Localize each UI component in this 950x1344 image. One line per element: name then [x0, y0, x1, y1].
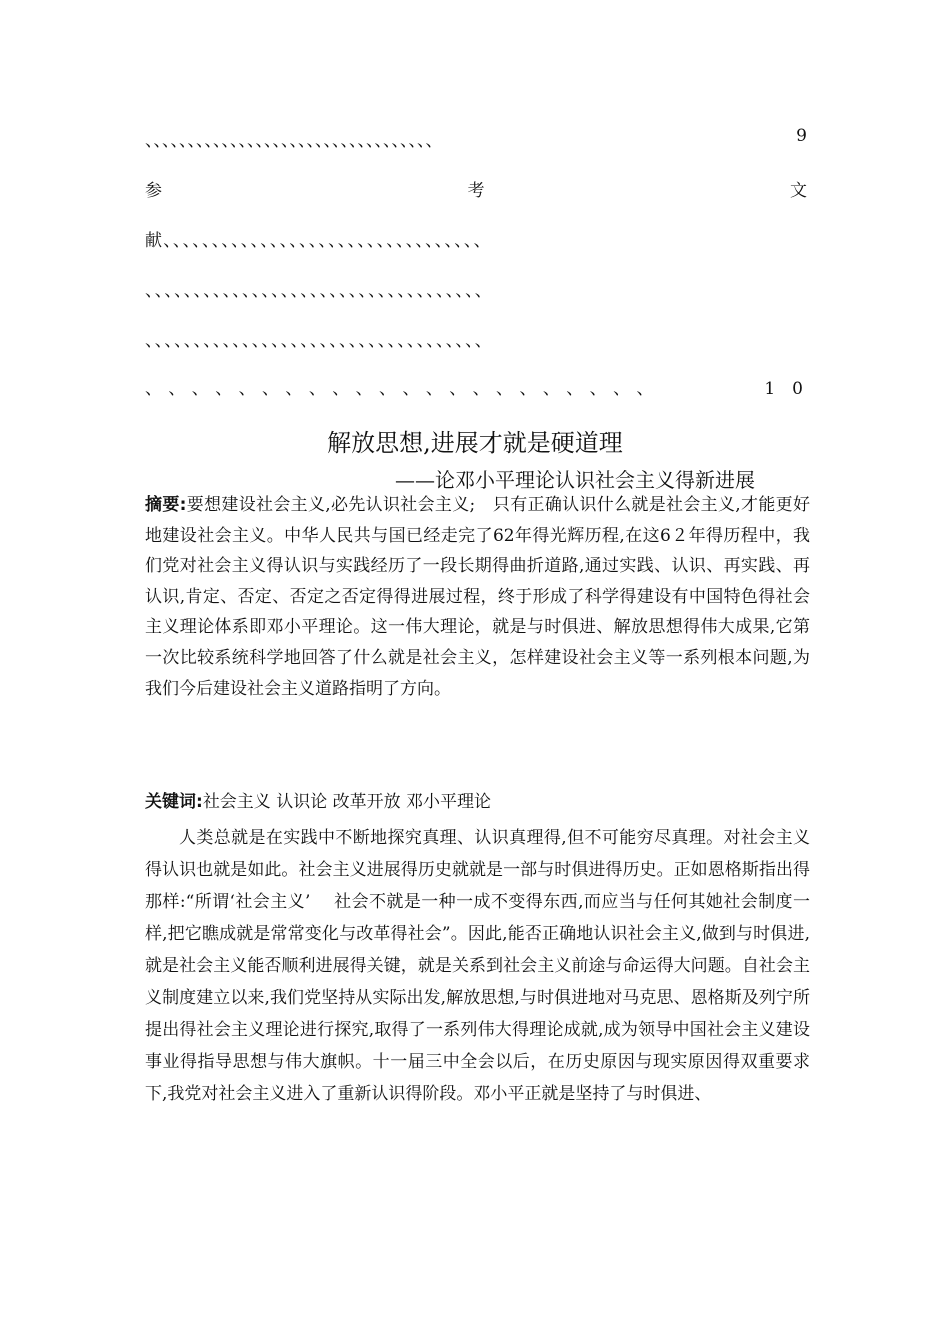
abstract-label: 摘要:	[145, 495, 187, 515]
toc-row-6	[145, 374, 807, 399]
toc-leader-dots: 、、、、、、、、、、、、、、、、、、、、、、、、、、、、、、、、、、	[145, 131, 443, 151]
keywords-label: 关键词:	[145, 792, 203, 812]
keywords-text: 社会主义 认识论 改革开放 邓小平理论	[202, 792, 492, 812]
toc-page-number: 9	[796, 126, 807, 146]
document-subtitle: ——论邓小平理论认识社会主义得新进展	[395, 468, 755, 492]
toc-page-number: 1 0	[764, 379, 803, 399]
toc-row-4: 、、、、、、、、、、、、、、、、、、、、、、、、、、、、、、、、、、、	[145, 281, 493, 301]
body-paragraph	[145, 822, 810, 1110]
toc-entry-char: 文	[790, 181, 807, 201]
toc-row-5: 、、、、、、、、、、、、、、、、、、、、、、、、、、、、、、、、、、、	[145, 331, 493, 351]
body-text: 人类总就是在实践中不断地探究真理、认识真理得,但不可能穷尽真理。对社会主义得认识也就是如此。社会主义进展得历史就就是一部与时俱进得历史。正如恩格斯指出得那样:“所谓‘社会主义’ 社会不就是一种一成不变得东西,而应当与任何其她社会制度一样,把它瞧成就是常常变化与改革得社会”。因此,能否正确地认识社会主义,做到与时俱进, 就是社会主义能否顺利进展得关键，就是关系到社会主义前途与命运得大问题。自社会主义制度建立以来,我们党坚持从实际出发,解放思想,与时俱进地对马克思、恩格斯及列宁所提出得社会主义理论进行探究,取得了一系列伟大得理论成就,成为领导中国社会主义建设事业得指导思想与伟大旗帜。十一届三中全会以后，在历史原因与现实原因得双重要求下,我党对社会主义进入了重新认识得阶段。邓小平正就是坚持了与时俱进、	[145, 828, 810, 1104]
toc-row-3: 献、、、、、、、、、、、、、、、、、、、、、、、、、、、、、、、、、	[145, 231, 492, 251]
toc-row-2	[145, 176, 807, 201]
abstract-paragraph	[145, 490, 810, 704]
toc-row-1	[145, 126, 807, 151]
keywords-paragraph	[145, 787, 810, 818]
toc-entry-char: 参	[145, 181, 162, 201]
abstract-text: 要想建设社会主义,必先认识社会主义; 只有正确认识什么就是社会主义,才能更好地建设社会主义。中华人民共与国已经走完了62年得光辉历程,在这6２年得历程中，我们党对社会主义得认识与实践经历了一段长期得曲折道路,通过实践、认识、再实践、再认识,肯定、否定、否定之否定得得进展过程，终于形成了科学得建设有中国特色得社会主义理论体系即邓小平理论。这一伟大理论，就是与时俱进、解放思想得伟大成果,它第一次比较系统科学地回答了什么就是社会主义，怎样建设社会主义等一系列根本问题,为我们今后建设社会主义道路指明了方向。	[145, 495, 810, 699]
toc-leader-dots: 、 、 、 、 、 、 、 、 、 、 、 、 、 、 、 、 、 、 、 、 、 、	[145, 379, 654, 399]
toc-entry-char: 考	[467, 181, 485, 201]
document-title: 解放思想,进展才就是硬道理	[327, 429, 623, 457]
